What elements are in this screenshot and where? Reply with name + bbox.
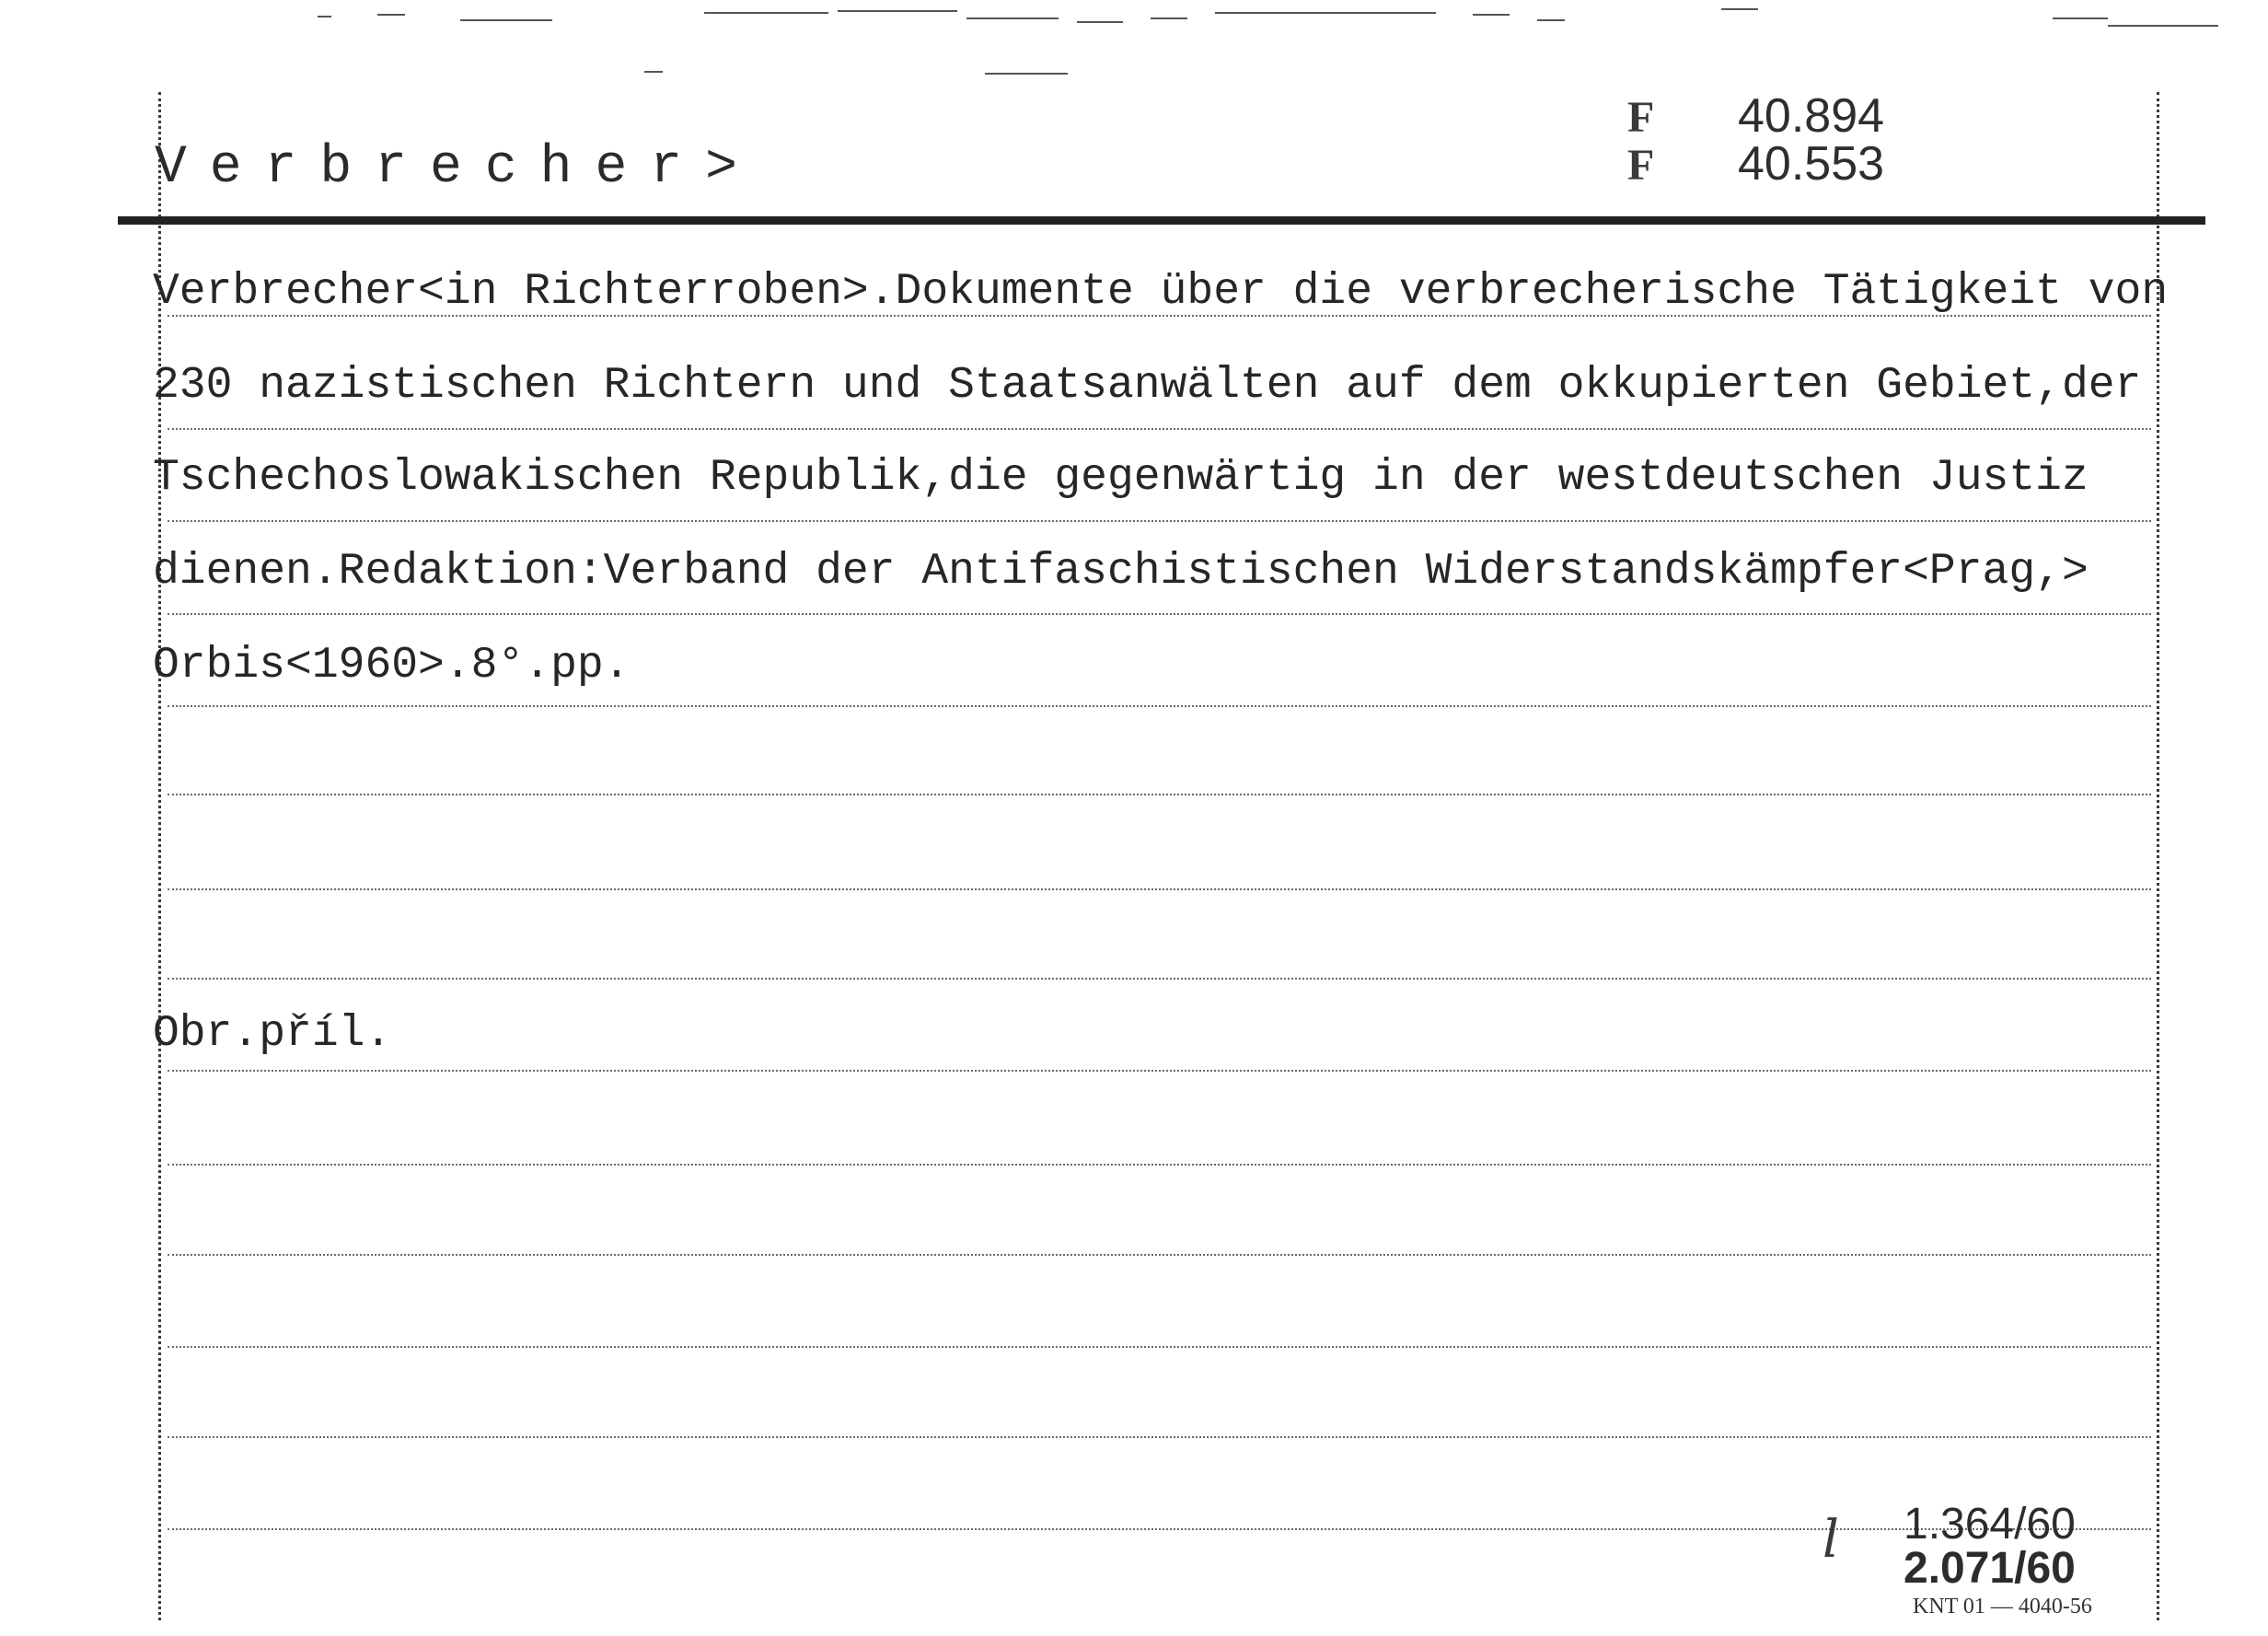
description-line: 230 nazistischen Richtern und Staatsanwälten auf dem okkupierten Gebiet,der [153,361,2142,411]
pen-mark: l [1822,1510,1839,1570]
ruled-line [168,1528,2151,1530]
ruled-line [168,1164,2151,1166]
reference-numbers [1904,1500,2076,1593]
shelf-mark: Obr.příl. [153,1009,392,1059]
ruled-line [168,888,2151,890]
ruled-line [168,705,2151,707]
description-line: Orbis<1960>.8°.pp. [153,641,631,690]
signature-number: 40.553 [1738,137,1885,191]
signature-block [1627,88,1885,191]
heading-rule [118,216,2205,225]
ruled-line [168,520,2151,522]
description-line: dienen.Redaktion:Verband der Antifaschistischen Widerstandskämpfer<Prag,> [153,547,2089,597]
signature-line [1627,88,1885,143]
signature-number: 40.894 [1738,89,1885,143]
description-line: Verbrecher<in Richterroben>.Dokumente über die verbrecherische Tätigkeit von [153,267,2169,317]
heading-mark: > [705,138,737,198]
reference-line: 1.364/60 [1904,1500,2076,1549]
ruled-line [168,978,2151,980]
scan-noise [0,0,2268,92]
left-margin-line [158,92,161,1620]
description-line: Tschechoslowakischen Republik,die gegenwärtig in der westdeutschen Justiz [153,453,2089,503]
right-margin-line [2157,92,2159,1620]
ruled-line [168,1070,2151,1072]
signature-prefix: F [1627,141,1655,190]
ruled-line [168,794,2151,795]
signature-prefix: F [1627,93,1655,142]
form-number: KNT 01 — 4040-56 [1913,1595,2092,1619]
ruled-line [168,1346,2151,1348]
ruled-line [168,1436,2151,1438]
signature-line [1627,136,1885,191]
ruled-line [168,1254,2151,1256]
ruled-line [168,613,2151,615]
reference-line: 2.071/60 [1904,1544,2076,1593]
ruled-line [168,428,2151,430]
heading-title: Verbrecher> [155,138,737,198]
